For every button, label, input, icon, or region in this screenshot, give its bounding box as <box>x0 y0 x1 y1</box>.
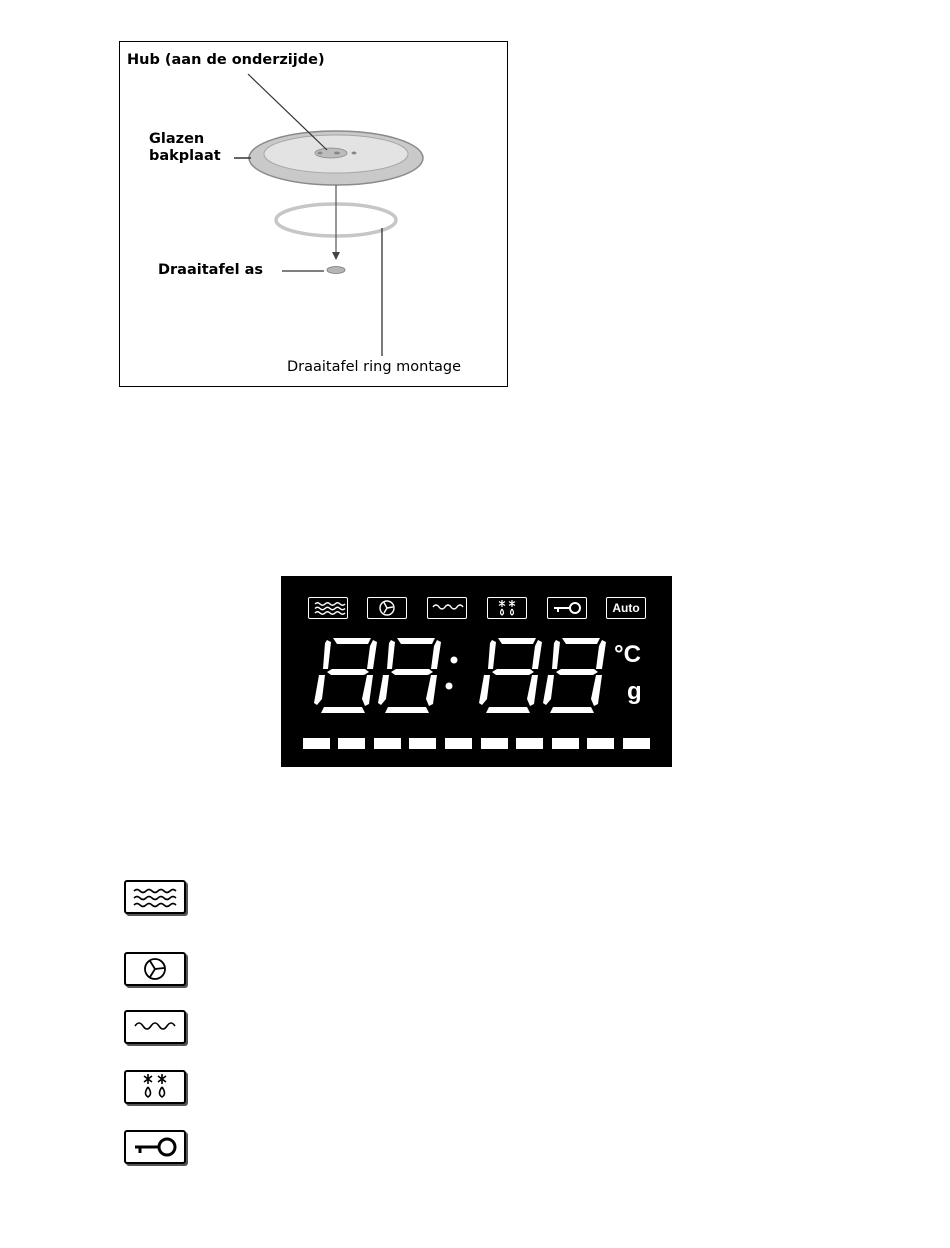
key-lock-icon <box>124 1130 186 1164</box>
glass-plate-label-line2: bakplaat <box>149 148 221 164</box>
colon-dot-top <box>451 657 458 664</box>
indicator-bar <box>445 738 472 749</box>
hub-label: Hub (aan de onderzijde) <box>127 52 325 68</box>
indicator-bar <box>623 738 650 749</box>
indicator-bar <box>552 738 579 749</box>
celsius-unit: °C <box>614 641 641 668</box>
indicator-bar <box>409 738 436 749</box>
coupler-shape <box>327 267 345 274</box>
shaft-label: Draaitafel as <box>158 262 264 278</box>
glass-plate-label-line1: Glazen <box>149 131 205 147</box>
turntable-illustration <box>120 42 509 388</box>
indicator-bar <box>374 738 401 749</box>
defrost-icon <box>124 1070 186 1104</box>
colon-dot-bottom <box>446 683 453 690</box>
indicator-bar <box>303 738 330 749</box>
fan-icon <box>124 952 186 986</box>
indicator-bar <box>516 738 543 749</box>
auto-label: Auto <box>612 601 640 615</box>
indicator-bar <box>587 738 614 749</box>
digit-3 <box>479 638 542 713</box>
digit-1 <box>314 638 377 713</box>
indicator-bar <box>481 738 508 749</box>
turntable-diagram <box>119 41 508 387</box>
grill-icon <box>124 1010 186 1044</box>
display-panel <box>281 576 672 767</box>
digit-2 <box>378 638 441 713</box>
indicator-bar <box>338 738 365 749</box>
microwave-icon <box>124 880 186 914</box>
ring-label: Draaitafel ring montage <box>287 359 462 375</box>
digit-4 <box>543 638 606 713</box>
gram-unit: g <box>627 678 642 705</box>
